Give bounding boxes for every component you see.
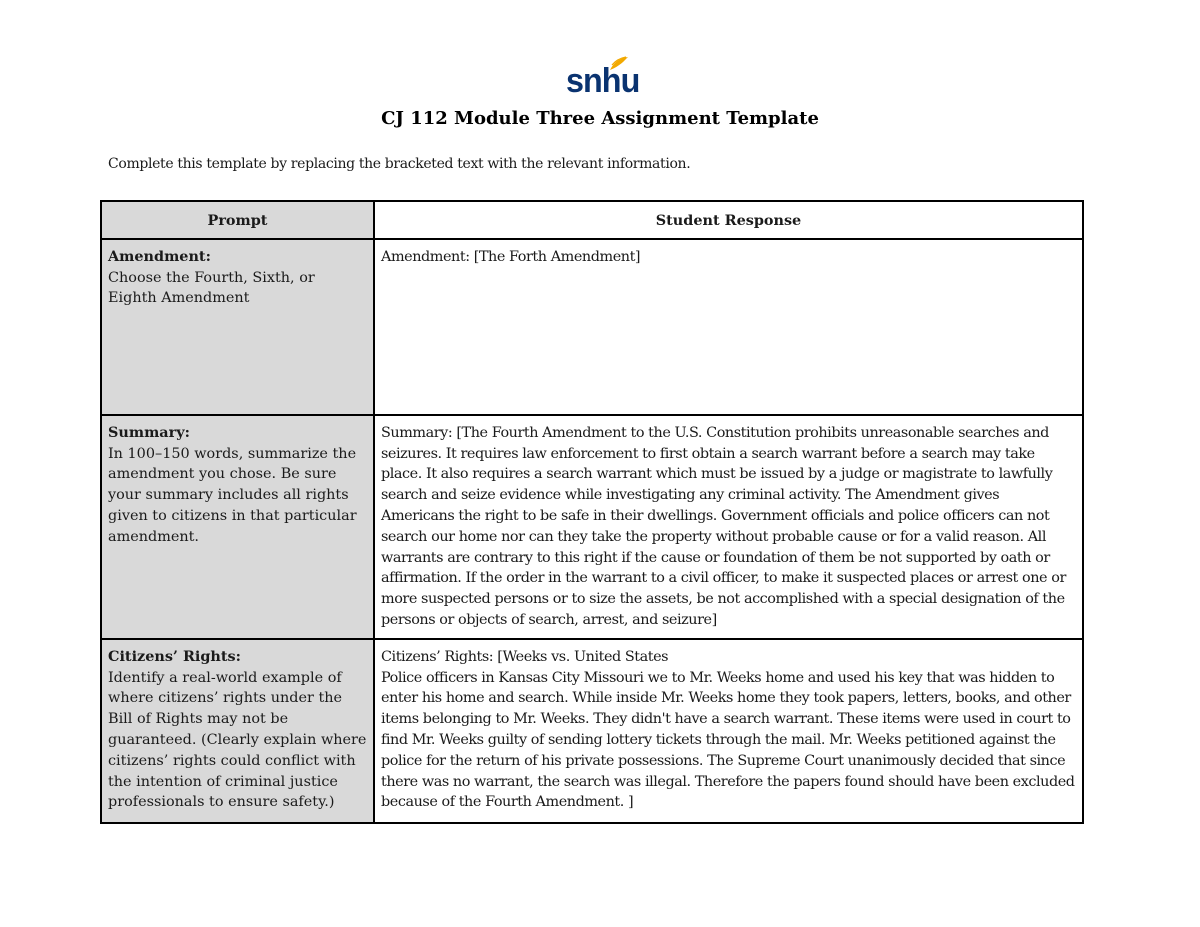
assignment-table xyxy=(100,200,1084,824)
response-text: Summary: [The Fourth Amendment to the U.S. Constitution prohibits unreasonable searches and seizures. It requires law enforcement to first obtain a search warrant before a search may take place. It also requires a search warrant which must be issued by a judge or magistrate to lawfully search and seize evidence while investigating any criminal activity. The Amendment gives Americans the right to be safe in their dwellings. Government officials and police officers can not search our home nor can they take the property without probable cause or for a valid reason. All warrants are contrary to this right if the cause or foundation of them be not supported by oath or affirmation. If the order in the warrant to a civil officer, to make it suspected places or arrest one or more suspected persons or to size the assets, be not accomplished with a special designation of the persons or objects of search, arrest, and seizure] xyxy=(381,424,1066,628)
prompt-label: Amendment: xyxy=(108,247,211,265)
document-title: CJ 112 Module Three Assignment Template xyxy=(381,108,819,129)
instructions-text: Complete this template by replacing the bracketed text with the relevant information. xyxy=(108,156,691,172)
table-row xyxy=(101,415,1083,639)
prompt-cell-amendment xyxy=(101,239,374,415)
logo-wordmark: snhu xyxy=(566,62,640,100)
response-cell-amendment[interactable] xyxy=(374,239,1083,415)
response-text: Police officers in Kansas City Missouri we to Mr. Weeks home and used his key that was hidden to enter his home and search. While inside Mr. Weeks home they took papers, letters, books, and other items belonging to Mr. Weeks. They didn't have a search warrant. These items were used in court to find Mr. Weeks guilty of sending lottery tickets through the mail. Mr. Weeks petitioned against the police for the return of his private possessions. The Supreme Court unanimously decided that since there was no warrant, the search was illegal. Therefore the papers found should have been excluded because of the Fourth Amendment. ] xyxy=(381,669,1075,811)
table-header-row xyxy=(101,201,1083,239)
prompt-description: Choose the Fourth, Sixth, or Eighth Amendment xyxy=(108,269,315,307)
table-row xyxy=(101,639,1083,823)
snhu-logo xyxy=(560,56,640,104)
response-text: Amendment: [The Forth Amendment] xyxy=(381,248,641,265)
prompt-description: Identify a real-world example of where citizens’ rights under the Bill of Rights may not be guaranteed. (Clearly explain where citizens’ rights could conflict with the intention of criminal justice professionals to ensure safety.) xyxy=(108,669,367,811)
response-heading: Citizens’ Rights: [Weeks vs. United States xyxy=(381,648,669,665)
response-cell-citizens-rights[interactable] xyxy=(374,639,1083,823)
prompt-cell-citizens-rights xyxy=(101,639,374,823)
response-cell-summary[interactable] xyxy=(374,415,1083,639)
prompt-label: Citizens’ Rights: xyxy=(108,647,241,665)
prompt-label: Summary: xyxy=(108,423,190,441)
table-row xyxy=(101,239,1083,415)
prompt-header: Prompt xyxy=(101,201,374,239)
prompt-cell-summary xyxy=(101,415,374,639)
prompt-description: In 100–150 words, summarize the amendment you chose. Be sure your summary includes all rights given to citizens in that particular amendment. xyxy=(108,445,357,545)
response-header: Student Response xyxy=(374,201,1083,239)
